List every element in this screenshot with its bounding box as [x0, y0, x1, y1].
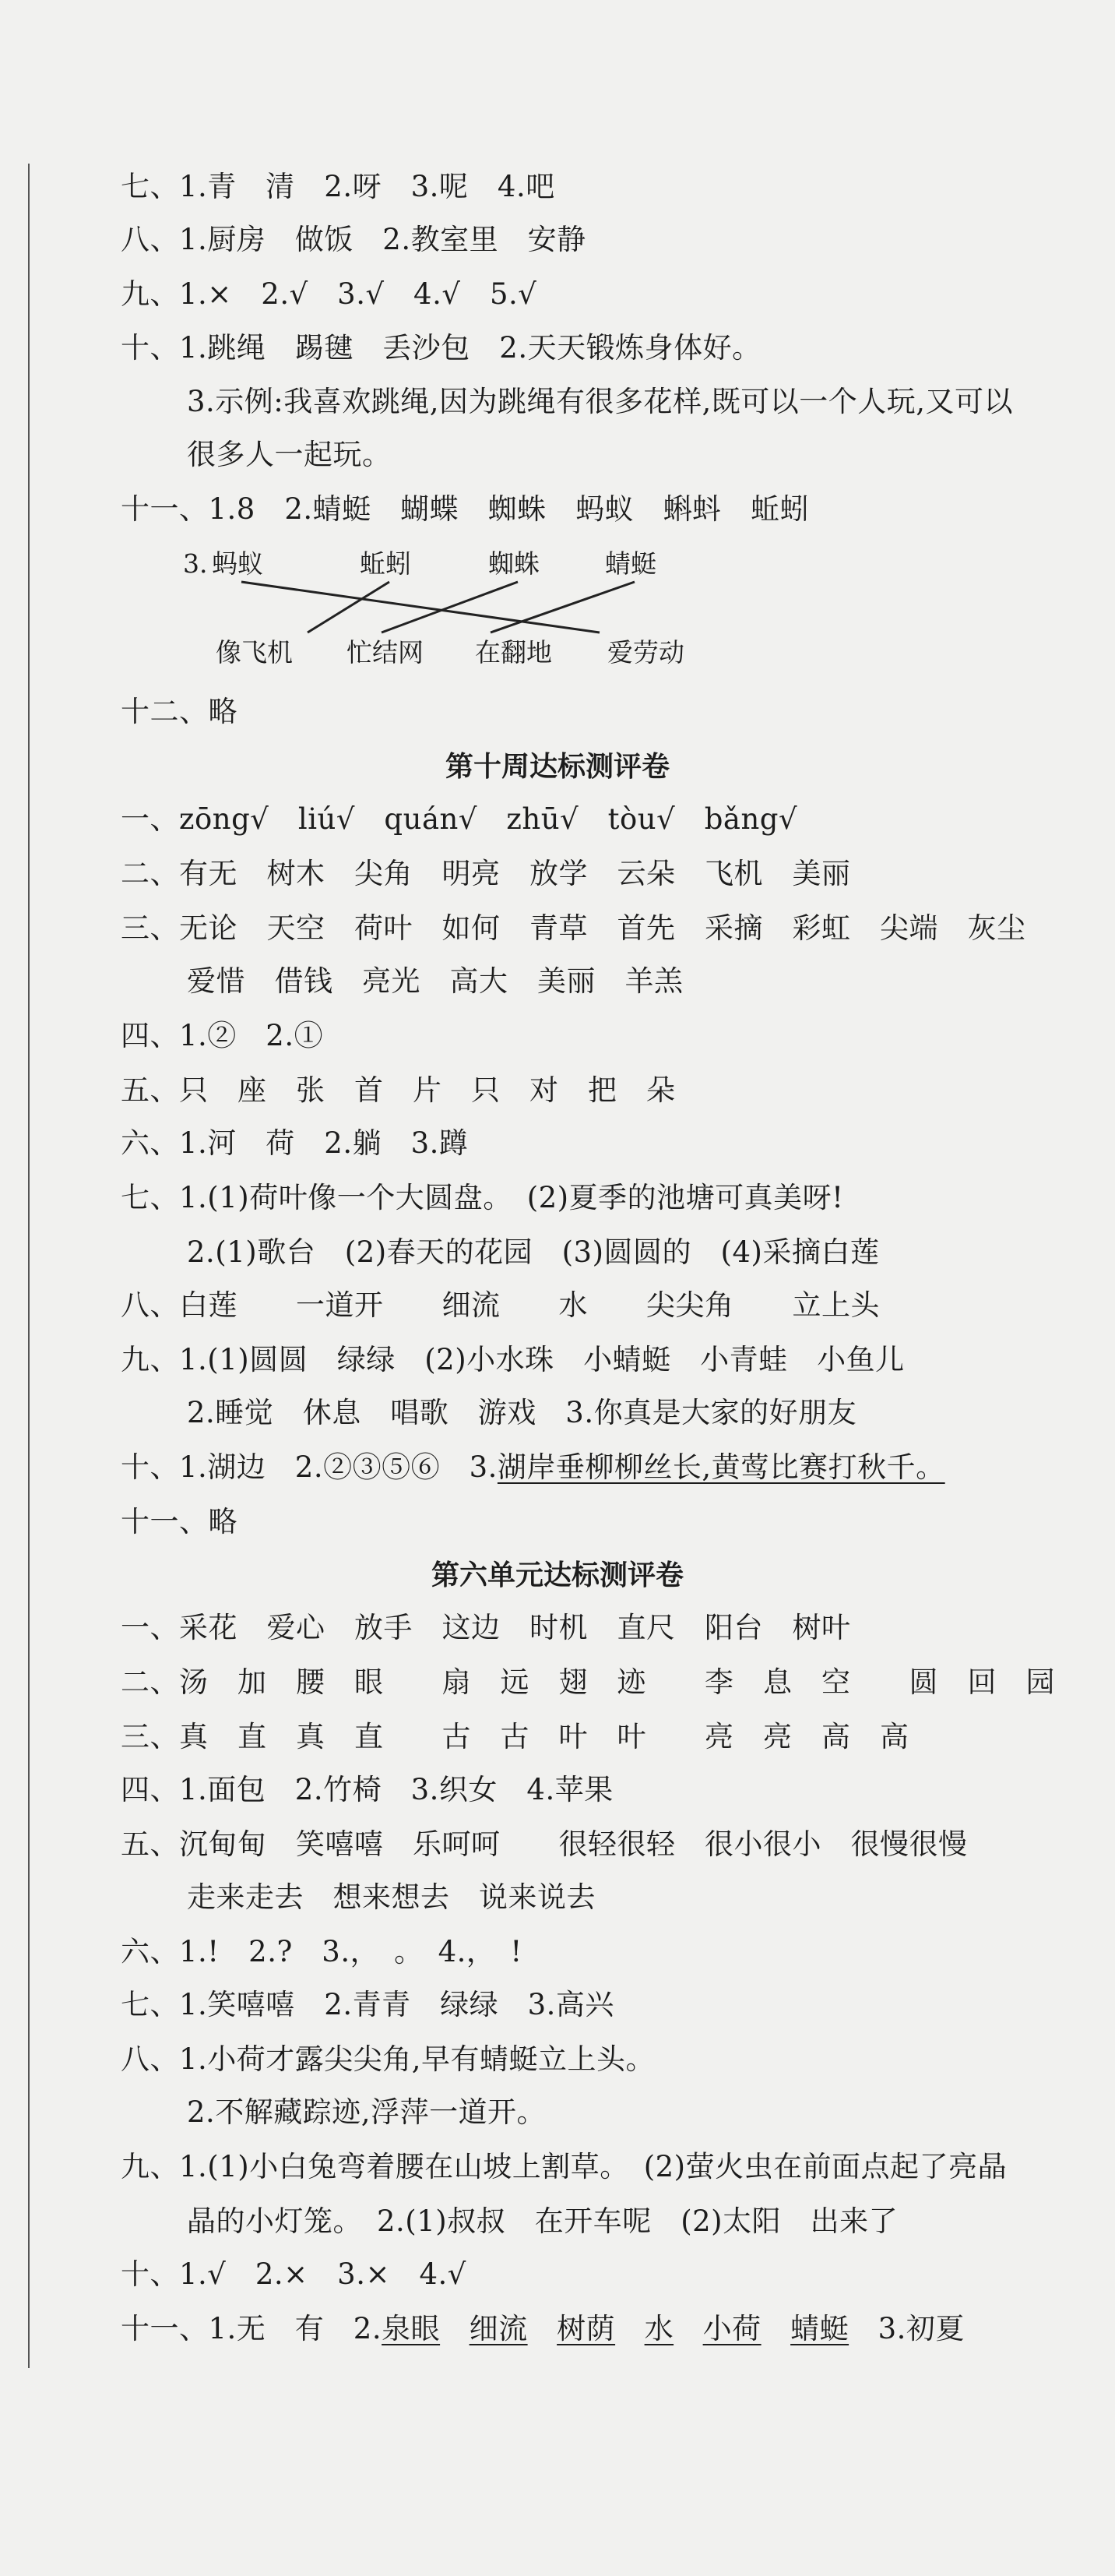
- answer-line: 一、采花 爱心 放手 这边 时机 直尺 阳台 树叶: [121, 1611, 851, 1644]
- underlined-answer: 树荫: [557, 2312, 616, 2345]
- answer-line: 四、1.② 2.①: [121, 1019, 324, 1052]
- answer-line: 走来走去 想来想去 说来说去: [187, 1880, 596, 1914]
- answer-line: 三、真 直 真 直 古 古 叶 叶 亮 亮 高 高: [121, 1720, 909, 1753]
- answer-line: 十、1.√ 2.× 3.× 4.√: [121, 2257, 466, 2291]
- matching-bottom-item: 在翻地: [475, 637, 552, 668]
- underlined-answer: 水: [644, 2312, 674, 2345]
- answer-line: 四、1.面包 2.竹椅 3.织女 4.苹果: [121, 1773, 614, 1806]
- connector-line-4: [491, 582, 635, 633]
- answer-line: 爱惜 借钱 亮光 高大 美丽 羊羔: [187, 964, 684, 998]
- answer-line: 八、1.小荷才露尖尖角,早有蜻蜓立上头。: [121, 2042, 656, 2076]
- connector-line-3: [382, 582, 518, 633]
- underlined-answer: 蜻蜓: [790, 2312, 849, 2345]
- underlined-answer: 细流: [469, 2312, 528, 2345]
- answer-line: 九、1.(1)圆圆 绿绿 (2)小水珠 小蜻蜓 小青蛙 小鱼儿: [121, 1343, 905, 1376]
- answer-line: 十、1.跳绳 踢毽 丢沙包 2.天天锻炼身体好。: [121, 331, 762, 365]
- answer-line: 七、1.(1)荷叶像一个大圆盘。 (2)夏季的池塘可真美呀!: [121, 1181, 844, 1214]
- answer-line: 2.不解藏踪迹,浮萍一道开。: [187, 2095, 547, 2129]
- matching-top-item: 蜘蛛: [488, 548, 540, 579]
- answer-line: 八、白莲 一道开 细流 水 尖尖角 立上头: [121, 1288, 880, 1322]
- answer-line: 五、沉甸甸 笑嘻嘻 乐呵呵 很轻很轻 很小很小 很慢很慢: [121, 1827, 968, 1861]
- answer-line: 九、1.(1)小白兔弯着腰在山坡上割草。 (2)萤火虫在前面点起了亮晶: [121, 2150, 1008, 2183]
- answer-line: 3.示例:我喜欢跳绳,因为跳绳有很多花样,既可以一个人玩,又可以: [187, 385, 1014, 418]
- answer-line: 五、只 座 张 首 片 只 对 把 朵: [121, 1073, 676, 1107]
- answer-text: 十一、1.无 有 2.: [121, 2312, 382, 2345]
- answer-line: [121, 2312, 965, 2346]
- matching-prefix: 3.: [183, 548, 208, 579]
- answer-line: 十一、略: [121, 1505, 237, 1538]
- answer-line: 六、1.河 荷 2.躺 3.蹲: [121, 1126, 469, 1160]
- matching-top-item: 蚯蚓: [360, 548, 411, 579]
- answer-line: 二、有无 树木 尖角 明亮 放学 云朵 飞机 美丽: [121, 857, 851, 890]
- answer-line: 七、1.青 清 2.呀 3.呢 4.吧: [121, 170, 555, 203]
- connector-line-2: [308, 582, 389, 633]
- answer-line: 晶的小灯笼。 2.(1)叔叔 在开车呢 (2)太阳 出来了: [187, 2204, 899, 2238]
- answer-line: 三、无论 天空 荷叶 如何 青草 首先 采摘 彩虹 尖端 灰尘: [121, 911, 1026, 945]
- section-heading: 第十周达标测评卷: [445, 750, 670, 783]
- answer-line: [121, 1450, 945, 1485]
- answer-line: 十二、略: [121, 695, 237, 728]
- underlined-answer: 小荷: [702, 2312, 762, 2345]
- matching-bottom-item: 忙结网: [346, 637, 424, 668]
- answer-line: 七、1.笑嘻嘻 2.青青 绿绿 3.高兴: [121, 1988, 614, 2021]
- answer-text: 3.初夏: [878, 2312, 965, 2345]
- matching-top-item: 蚂蚁: [212, 548, 263, 579]
- answer-text: 十、1.湖边 2.②③⑤⑥ 3.: [121, 1450, 498, 1484]
- matching-top-item: 蜻蜓: [605, 548, 656, 579]
- answer-line: 八、1.厨房 做饭 2.教室里 安静: [121, 223, 586, 256]
- connector-line-1: [241, 582, 600, 633]
- answer-line: 2.睡觉 休息 唱歌 游戏 3.你真是大家的好朋友: [187, 1396, 857, 1429]
- answer-line: 一、zōng√ liú√ quán√ zhū√ tòu√ bǎng√: [121, 802, 798, 836]
- answer-line: 九、1.× 2.√ 3.√ 4.√ 5.√: [121, 277, 537, 311]
- answer-line: 十一、1.8 2.蜻蜓 蝴蝶 蜘蛛 蚂蚁 蝌蚪 蚯蚓: [121, 492, 810, 526]
- answer-line: 二、汤 加 腰 眼 扇 远 翅 迹 李 息 空 圆 回 园: [121, 1665, 1055, 1699]
- underlined-answer: 泉眼: [382, 2312, 441, 2345]
- answer-line: 六、1.! 2.? 3.， 。 4.， !: [121, 1935, 522, 1968]
- answer-line: 2.(1)歌台 (2)春天的花园 (3)圆圆的 (4)采摘白莲: [187, 1235, 880, 1269]
- underlined-answer: 湖岸垂柳柳丝长,黄莺比赛打秋千。: [497, 1450, 945, 1484]
- section-heading: 第六单元达标测评卷: [431, 1559, 684, 1591]
- matching-bottom-item: 像飞机: [216, 637, 293, 668]
- answer-line: 很多人一起玩。: [187, 438, 392, 471]
- matching-bottom-item: 爱劳动: [607, 637, 684, 668]
